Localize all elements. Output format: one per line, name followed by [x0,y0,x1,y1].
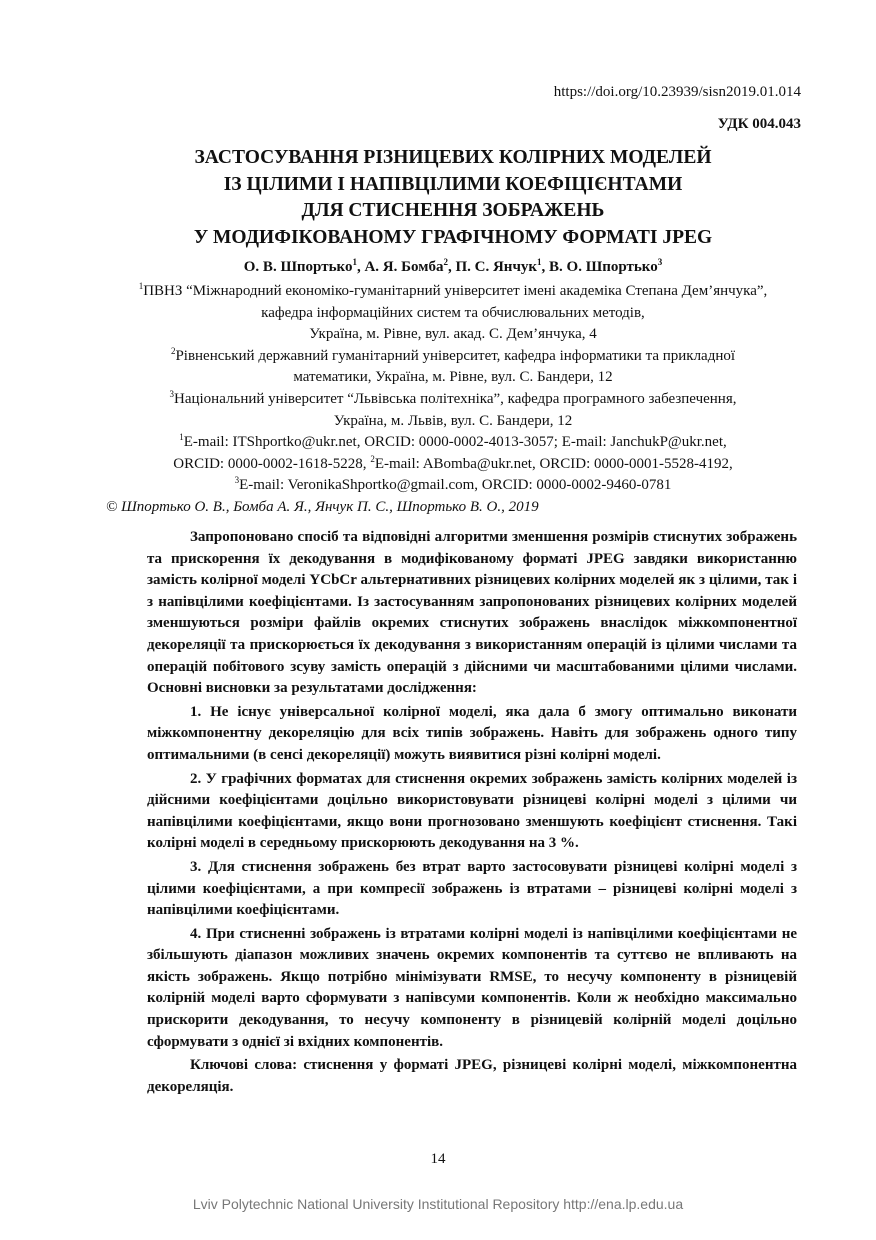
abstract-paragraph: Запропоновано спосіб та відповідні алгоритми зменшення розмірів стиснутих зображень та прискорення їх декодування в модифікованому форматі JPEG завдяки використанню замість колірної моделі YCbCr альтернативних різницевих колірних моделей як з цілими, так і з напівцілими коефіцієнтами. Із застосуванням запропонованих різницевих колірних моделей зменшуються розміри файлів окремих стиснутих зображень внаслідок міжкомпонентної декореляції та прискорюється їх декодування з використанням операцій із цілими числами та операцій побітового зсуву замість операцій з дійсними чи масштабованими цілими числами. Основні висновки за результатами дослідження: [147,529,797,697]
author-sup: 3 [657,257,663,267]
affiliation-line: математики, Україна, м. Рівне, вул. С. Бандери, 12 [293,369,613,386]
sep: , [541,259,550,275]
title-line: ДЛЯ СТИСНЕННЯ ЗОБРАЖЕНЬ [301,200,605,221]
affil-text: ПВНЗ “Міжнародний економіко-гуманітарний університет імені академіка Степана Дем’янчука”, [143,283,768,299]
email-line [90,475,816,497]
sep: , [356,259,365,275]
copyright: © Шпортько О. В., Бомба А. Я., Янчук П. С., Шпортько В. О., 2019 [106,499,539,515]
abstract [147,527,797,1100]
affil-sup: 1 [138,281,144,291]
email-sup: 2 [370,453,375,464]
page-number: 14 [430,1151,446,1167]
author-list [100,259,806,276]
sep: , [447,259,456,275]
abstract-paragraph: 3. Для стиснення зображень без втрат варто застосовувати різницеві колірні моделі з цілими коефіцієнтами, а при компресії зображень із втратами – різницеві колірні моделі з напівцілими коефіцієнтами. [147,858,797,919]
email-text: E-mail: ITShportko@ukr.net, ORCID: 0000-0002-4013-3057; E-mail: JanchukP@ukr.net, [183,434,727,451]
email-text: E-mail: ABomba@ukr.net, ORCID: 0000-0001-5528-4192, [374,455,733,472]
author: А. Я. Бомба [364,259,444,275]
keywords: Ключові слова: стиснення у форматі JPEG, різницеві колірні моделі, міжкомпонентна декореляція. [147,1057,797,1095]
email-sup: 1 [179,432,184,443]
udk-code: УДК 004.043 [717,116,801,132]
paper-title [100,145,806,251]
abstract-paragraph: 2. У графічних форматах для стиснення окремих зображень замість колірних моделей із дійсними коефіцієнтами доцільно використовувати різницеві колірні моделі з цілими чи напівцілими коефіцієнтами, якщо вони прогнозовано зменшують коефіцієнт стиснення. Такі колірні моделі в середньому прискорюють декодування на 3 %. [147,770,797,852]
abstract-paragraph: 1. Не існує універсальної колірної моделі, яка дала б змогу оптимально виконати міжкомпонентну декореляцію для всіх типів зображень. Навіть для зображень одного типу оптимальними (в сенсі декореляції) можуть виявитися різні колірні моделі. [147,703,797,763]
email-line [90,454,816,476]
author-sup: 2 [443,257,448,267]
author-sup: 1 [537,257,542,267]
email-line [90,432,816,454]
affiliation-line [90,346,816,368]
abstract-paragraph: 4. При стисненні зображень із втратами колірні моделі із напівцілими коефіцієнтами не збільшують діапазон можливих значень окремих компонентів та суттєво не впливають на якість зображень. Якщо потрібно мінімізувати RMSE, то несучу компоненту в різницевій колірній моделі варто сформувати з напівсуми компонентів. Коли ж необхідно максимально прискорити декодування, то несучу компоненту в різницевій колірній моделі доцільно сформувати з однієї зі вхідних компонентів. [147,925,797,1050]
email-text: E-mail: VeronikaShportko@gmail.com, ORCID: 0000-0002-9460-0781 [239,477,672,494]
affil-text: Національний університет “Львівська політехніка”, кафедра програмного забезпечення, [174,390,737,407]
email-sup: 3 [234,475,240,486]
affil-sup: 3 [169,388,174,399]
affil-sup: 2 [170,345,176,356]
title-line: ЗАСТОСУВАННЯ РІЗНИЦЕВИХ КОЛІРНИХ МОДЕЛЕЙ [194,147,712,168]
email-text: ORCID: 0000-0002-1618-5228, [173,455,371,472]
affiliation-line [90,389,816,411]
affiliation-line: кафедра інформаційних систем та обчислювальних методів, [261,304,645,321]
title-line: ІЗ ЦІЛИМИ І НАПІВЦІЛИМИ КОЕФІЦІЄНТАМИ [223,173,683,195]
affiliation-line: Україна, м. Рівне, вул. акад. С. Дем’янчука, 4 [309,326,597,343]
affiliation-line: Україна, м. Львів, вул. С. Бандери, 12 [333,412,573,429]
affiliations [90,281,816,497]
author: П. С. Янчук [455,259,538,275]
doi-link[interactable]: https://doi.org/10.23939/sisn2019.01.014 [553,84,801,100]
author: О. В. Шпортько [243,259,353,275]
title-line: У МОДИФІКОВАНОМУ ГРАФІЧНОМУ ФОРМАТІ JPEG [193,226,713,248]
author: В. О. Шпортько [549,259,658,275]
author-sup: 1 [352,257,357,267]
repository-footer: Lviv Polytechnic National University Institutional Repository http://ena.lp.edu.ua [192,1196,684,1212]
affil-text: Рівненський державний гуманітарний університет, кафедра інформатики та прикладної [175,347,736,364]
affiliation-line [90,281,816,303]
